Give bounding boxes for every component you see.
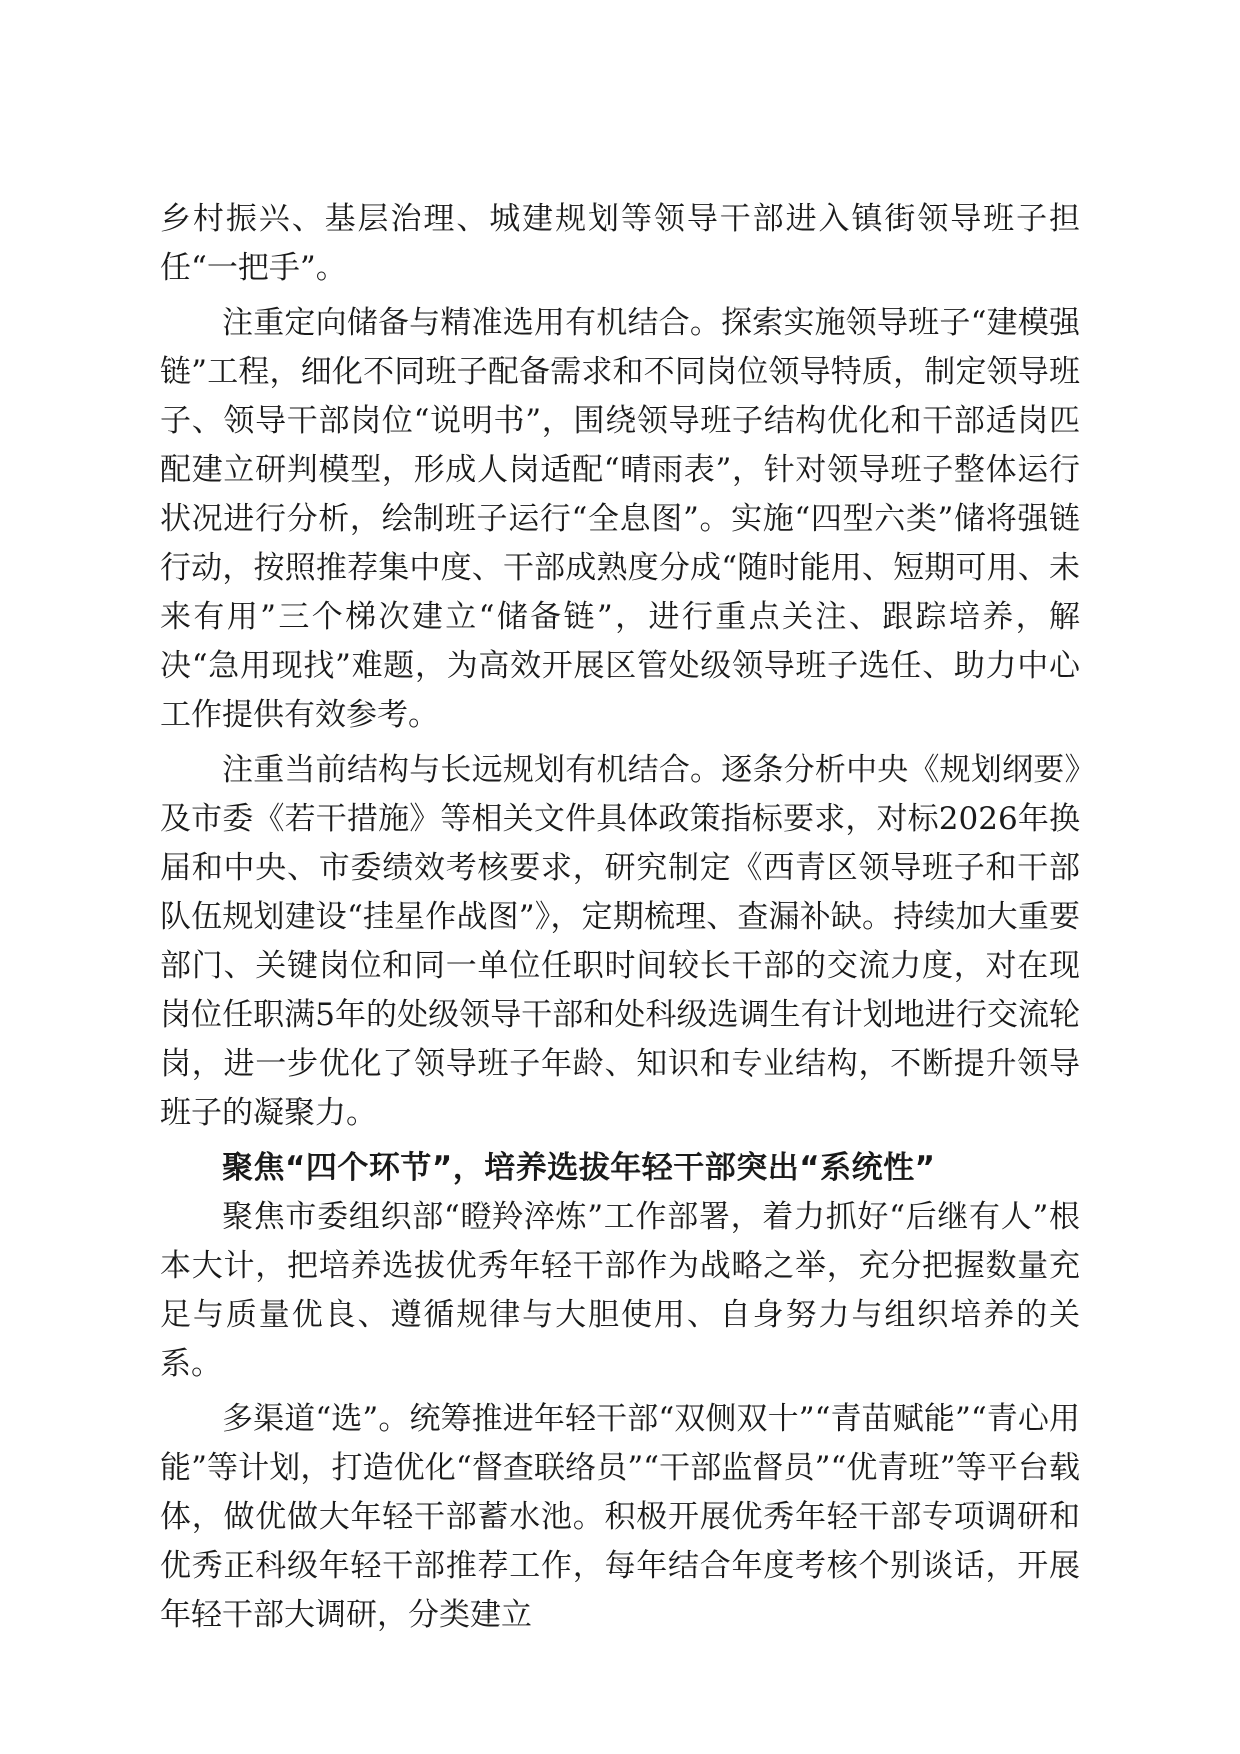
document-page xyxy=(160,195,1080,1640)
paragraph-continuation: 乡村振兴、基层治理、城建规划等领导干部进入镇街领导班子担任“一把手”。 xyxy=(160,201,1080,286)
section-heading: 聚焦“四个环节”，培养选拔年轻干部突出“系统性” xyxy=(222,1150,936,1186)
paragraph-current-structure: 注重当前结构与长远规划有机结合。逐条分析中央《规划纲要》及市委《若干措施》等相关文件具体政策指标要求，对标2026年换届和中央、市委绩效考核要求，研究制定《西青区领导班子和干部队伍规划建设“挂星作战图”》，定期梳理、查漏补缺。持续加大重要部门、关键岗位和同一单位任职时间较长干部的交流力度，对在现岗位任职满5年的处级领导干部和处科级选调生有计划地进行交流轮岗，进一步优化了领导班子年龄、知识和专业结构，不断提升领导班子的凝聚力。 xyxy=(160,752,1080,1131)
paragraph-young-cadres-intro: 聚焦市委组织部“瞪羚淬炼”工作部署，着力抓好“后继有人”根本大计，把培养选拔优秀年轻干部作为战略之举，充分把握数量充足与质量优良、遵循规律与大胆使用、自身努力与组织培养的关系。 xyxy=(160,1199,1080,1382)
paragraph-directional-reserve: 注重定向储备与精准选用有机结合。探索实施领导班子“建模强链”工程，细化不同班子配备需求和不同岗位领导特质，制定领导班子、领导干部岗位“说明书”，围绕领导班子结构优化和干部适岗匹配建立研判模型，形成人岗适配“晴雨表”，针对领导班子整体运行状况进行分析，绘制班子运行“全息图”。实施“四型六类”储将强链行动，按照推荐集中度、干部成熟度分成“随时能用、短期可用、未来有用”三个梯次建立“储备链”，进行重点关注、跟踪培养，解决“急用现找”难题，为高效开展区管处级领导班子选任、助力中心工作提供有效参考。 xyxy=(160,305,1080,733)
paragraph-multi-channel-select: 多渠道“选”。统筹推进年轻干部“双侧双十”“青苗赋能”“青心用能”等计划，打造优化“督查联络员”“干部监督员”“优青班”等平台载体，做优做大年轻干部蓄水池。积极开展优秀年轻干部专项调研和优秀正科级年轻干部推荐工作，每年结合年度考核个别谈话，开展年轻干部大调研，分类建立 xyxy=(160,1401,1080,1633)
